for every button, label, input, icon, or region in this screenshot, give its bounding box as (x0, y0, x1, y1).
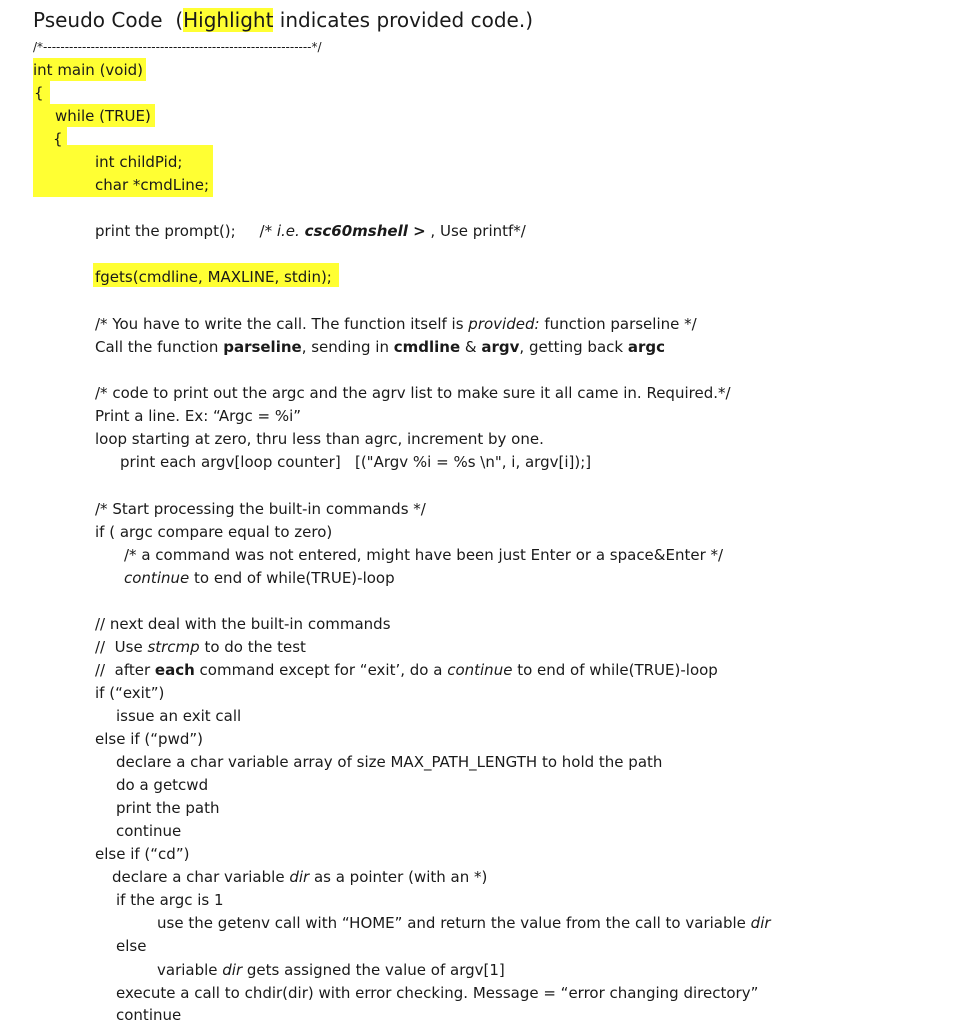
code-line: else (116, 937, 147, 955)
code-line (95, 338, 665, 356)
code-line: declare a char variable array of size MAX_PATH_LENGTH to hold the path (116, 753, 663, 771)
code-line: loop starting at zero, thru less than agrc, increment by one. (95, 430, 544, 448)
text: // after (95, 661, 155, 679)
code-line: if (“exit”) (95, 684, 165, 702)
text: , Use printf*/ (425, 222, 526, 240)
text: as a pointer (with an *) (309, 868, 488, 886)
text: function parseline */ (539, 315, 697, 333)
code-line: { (53, 130, 63, 148)
text: // Use (95, 638, 148, 656)
text: use the getenv call with “HOME” and return the value from the call to variable (157, 914, 751, 932)
text: & (460, 338, 482, 356)
text: , getting back (519, 338, 628, 356)
title-text: Pseudo Code ( (33, 8, 184, 32)
separator-comment: /*--------------------------------------------------------------*/ (33, 40, 322, 54)
code-line: print the path (116, 799, 220, 817)
code-line: do a getcwd (116, 776, 209, 794)
title-text: indicates provided code.) (273, 8, 533, 32)
code-line: /* Start processing the built-in commands */ (95, 500, 426, 518)
code-line: else if (“cd”) (95, 845, 190, 863)
code-line (95, 315, 697, 333)
code-line: // next deal with the built-in commands (95, 615, 391, 633)
text: argv (481, 338, 520, 356)
text: declare a char variable (112, 868, 290, 886)
code-line: fgets(cmdline, MAXLINE, stdin); (95, 268, 332, 286)
text: dir (222, 961, 243, 979)
text: strcmp (147, 638, 200, 656)
code-line (95, 661, 718, 679)
code-line: if ( argc compare equal to zero) (95, 523, 333, 541)
code-line (112, 868, 487, 886)
code-line: while (TRUE) (55, 107, 151, 125)
text: , sending in (301, 338, 394, 356)
code-line (157, 961, 505, 979)
text: csc60mshell > (304, 222, 426, 240)
text: to do the test (199, 638, 306, 656)
code-line: else if (“pwd”) (95, 730, 203, 748)
code-line (95, 638, 306, 656)
text: argc (627, 338, 665, 356)
text: each (154, 661, 195, 679)
code-line: continue (116, 822, 182, 840)
text: to end of while(TRUE)-loop (512, 661, 718, 679)
text: command except for “exit’, do a (194, 661, 448, 679)
code-line: if the argc is 1 (116, 891, 224, 909)
text: /* You have to write the call. The function itself is (95, 315, 469, 333)
code-line (157, 914, 771, 932)
text: provided: (468, 315, 540, 333)
page-title (33, 8, 533, 32)
title-highlight: Highlight (183, 8, 274, 32)
code-line: print each argv[loop counter] [("Argv %i = %s \n", i, argv[i]);] (120, 453, 592, 471)
code-line: issue an exit call (116, 707, 242, 725)
code-line (95, 222, 526, 240)
text: gets assigned the value of argv[1] (242, 961, 505, 979)
code-line (124, 569, 395, 587)
code-line: int main (void) (33, 61, 144, 79)
text: dir (750, 914, 771, 932)
text: to end of while(TRUE)-loop (189, 569, 395, 587)
code-line: /* code to print out the argc and the agrv list to make sure it all came in. Required.*/ (95, 384, 731, 402)
code-line: { (34, 84, 44, 102)
text: parseline (223, 338, 302, 356)
text: variable (157, 961, 223, 979)
text: cmdline (393, 338, 461, 356)
code-line: continue (116, 1006, 182, 1024)
code-line: char *cmdLine; (95, 176, 210, 194)
text: continue (447, 661, 513, 679)
code-line: Print a line. Ex: “Argc = %i” (95, 407, 302, 425)
text: continue (124, 569, 190, 587)
code-line: int childPid; (95, 153, 183, 171)
code-line: /* a command was not entered, might have been just Enter or a space&Enter */ (124, 546, 724, 564)
text: Call the function (95, 338, 224, 356)
text: dir (289, 868, 310, 886)
text: i.e. (276, 222, 305, 240)
code-line: execute a call to chdir(dir) with error checking. Message = “error changing directory” (116, 984, 759, 1002)
text: print the prompt(); /* (95, 222, 277, 240)
